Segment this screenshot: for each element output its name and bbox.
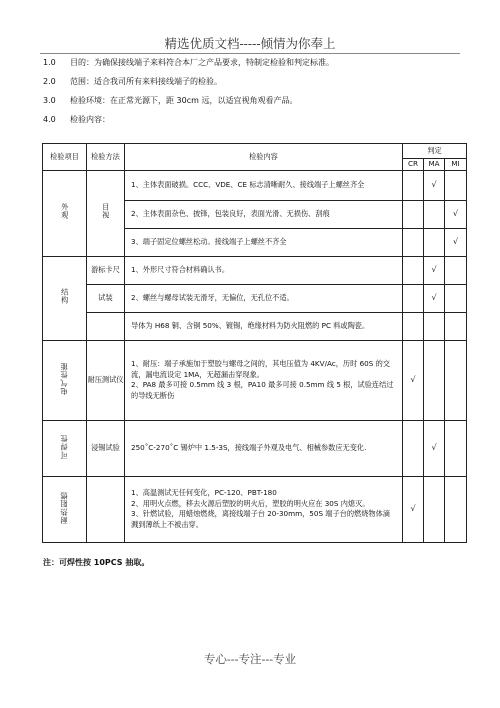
ma-cell bbox=[424, 200, 445, 228]
header-judge: 判定 bbox=[403, 144, 467, 159]
mi-check: √ bbox=[445, 228, 467, 256]
row-structure-2: 2、螺丝与螺母试装无滑牙，无偏位，无孔位不适。 bbox=[125, 284, 403, 312]
header-divider bbox=[40, 53, 460, 54]
page-header: 精选优质文档-----倾情为你奉上 bbox=[164, 36, 336, 51]
row-electrical bbox=[125, 340, 403, 420]
mi-cell bbox=[445, 170, 467, 200]
group-label: 电气性能 bbox=[59, 361, 69, 395]
section-environment bbox=[43, 96, 297, 106]
method-trial: 试装 bbox=[87, 284, 125, 312]
group-structure bbox=[43, 256, 87, 340]
ma-check: √ bbox=[424, 420, 445, 476]
section-scope bbox=[43, 77, 222, 87]
section-text: 范围：适合我司所有来料接线端子的检验。 bbox=[70, 77, 222, 86]
row-flame-3: 3、针燃试验，用蜡烛燃烧，离接线端子台 20-30mm，50S 端子台的燃烧物体滴溅到薄纸上不被击穿。 bbox=[131, 509, 390, 529]
ma-cell bbox=[424, 476, 445, 542]
header-ma: MA bbox=[424, 159, 445, 171]
mi-check: √ bbox=[445, 200, 467, 228]
mi-cell bbox=[445, 340, 467, 420]
section-text: 检验内容： bbox=[70, 115, 110, 124]
section-purpose bbox=[43, 58, 334, 68]
row-appearance-3: 3、端子固定位螺丝松动。接线端子上螺丝不齐全 bbox=[125, 228, 403, 256]
mi-cell bbox=[445, 476, 467, 542]
header-mi: MI bbox=[445, 159, 467, 171]
group-solderability bbox=[43, 420, 87, 476]
section-number: 1.0 bbox=[43, 58, 56, 67]
row-electrical-2: 2、PA8 最多可接 0.5mm 线 3 根，PA10 最多可接 0.5mm 线 5 根，试验连结过的导线无断伤 bbox=[131, 380, 394, 400]
group-flame bbox=[43, 476, 87, 542]
cr-cell bbox=[403, 284, 424, 312]
row-structure-1: 1、外形尺寸符合材料确认书。 bbox=[125, 256, 403, 284]
header-method: 检验方法 bbox=[87, 144, 125, 171]
row-appearance-1: 1、主体表面破损。CCC、VDE、CE 标志清晰耐久、接线端子上螺丝齐全 bbox=[125, 170, 403, 200]
method-visual bbox=[87, 170, 125, 256]
row-solder: 250˚C-270˚C 锡炉中 1.5-3S，接线端子外观及电气、相械参数应无变化. bbox=[125, 420, 403, 476]
group-label: 耐热阻燃 bbox=[59, 490, 69, 524]
cr-cell bbox=[403, 312, 424, 340]
method-dip: 浸锡试验 bbox=[87, 420, 125, 476]
mi-cell bbox=[445, 256, 467, 284]
group-appearance bbox=[43, 170, 87, 256]
cr-check: √ bbox=[403, 340, 424, 420]
row-flame-2: 2、用明火点燃，移去火源后塑胶的明火后，塑胶的明火应在 30S 内熄灭。 bbox=[131, 498, 370, 508]
row-flame-1: 1、高温测试无任何变化，PC-120、PBT-180 bbox=[131, 488, 277, 497]
row-structure-3: 导体为 H68 铜、含铜 50%、镀锡，绝缘材料为防火阻燃的 PC 料或陶瓷。 bbox=[125, 312, 403, 340]
mi-cell bbox=[445, 284, 467, 312]
header-item: 检验项目 bbox=[43, 144, 87, 171]
ma-cell bbox=[424, 340, 445, 420]
cr-cell bbox=[403, 228, 424, 256]
mi-cell bbox=[445, 312, 467, 340]
ma-check: √ bbox=[424, 256, 445, 284]
method-hipot: 耐压测试仪 bbox=[87, 340, 125, 420]
cr-check: √ bbox=[403, 476, 424, 542]
inspection-table bbox=[42, 143, 467, 543]
ma-cell bbox=[424, 312, 445, 340]
method-empty bbox=[87, 476, 125, 542]
sampling-note: 注：可焊性按 10PCS 抽取。 bbox=[43, 558, 150, 567]
mi-cell bbox=[445, 420, 467, 476]
section-text: 目的：为确保接线端子来料符合本厂之产品要求，特制定检验和判定标准。 bbox=[70, 58, 334, 67]
row-electrical-1: 1、耐压：端子承施加于塑胶与螺母之间的，其电压值为 4KV/Ac，历时 60S 的交流，漏电流设定 1MA，无超漏击穿现象。 bbox=[131, 359, 390, 379]
ma-cell bbox=[424, 228, 445, 256]
ma-check: √ bbox=[424, 170, 445, 200]
section-number: 3.0 bbox=[43, 96, 56, 105]
page-footer: 专心---专注---专业 bbox=[203, 652, 297, 666]
section-text: 检验环境：在正常光源下，距 30cm 远，以适宜视角观看产品。 bbox=[70, 96, 298, 105]
cr-cell bbox=[403, 170, 424, 200]
group-label: 结构 bbox=[60, 288, 70, 305]
ma-check: √ bbox=[424, 284, 445, 312]
section-number: 4.0 bbox=[43, 115, 56, 124]
cr-cell bbox=[403, 200, 424, 228]
group-label: 可焊性 bbox=[59, 433, 69, 459]
row-flame bbox=[125, 476, 403, 542]
row-appearance-2: 2、主体表面杂色、披锋，包装良好，表面光滑、无损伤、刮痕 bbox=[125, 200, 403, 228]
group-electrical bbox=[43, 340, 87, 420]
group-label: 外观 bbox=[60, 203, 70, 220]
section-number: 2.0 bbox=[43, 77, 56, 86]
section-content bbox=[43, 115, 110, 125]
method-empty bbox=[87, 312, 125, 340]
cr-cell bbox=[403, 256, 424, 284]
header-content: 检验内容 bbox=[125, 144, 403, 171]
method-label: 目视 bbox=[101, 203, 111, 220]
header-cr: CR bbox=[403, 159, 424, 171]
cr-cell bbox=[403, 420, 424, 476]
method-caliper: 游标卡尺 bbox=[87, 256, 125, 284]
